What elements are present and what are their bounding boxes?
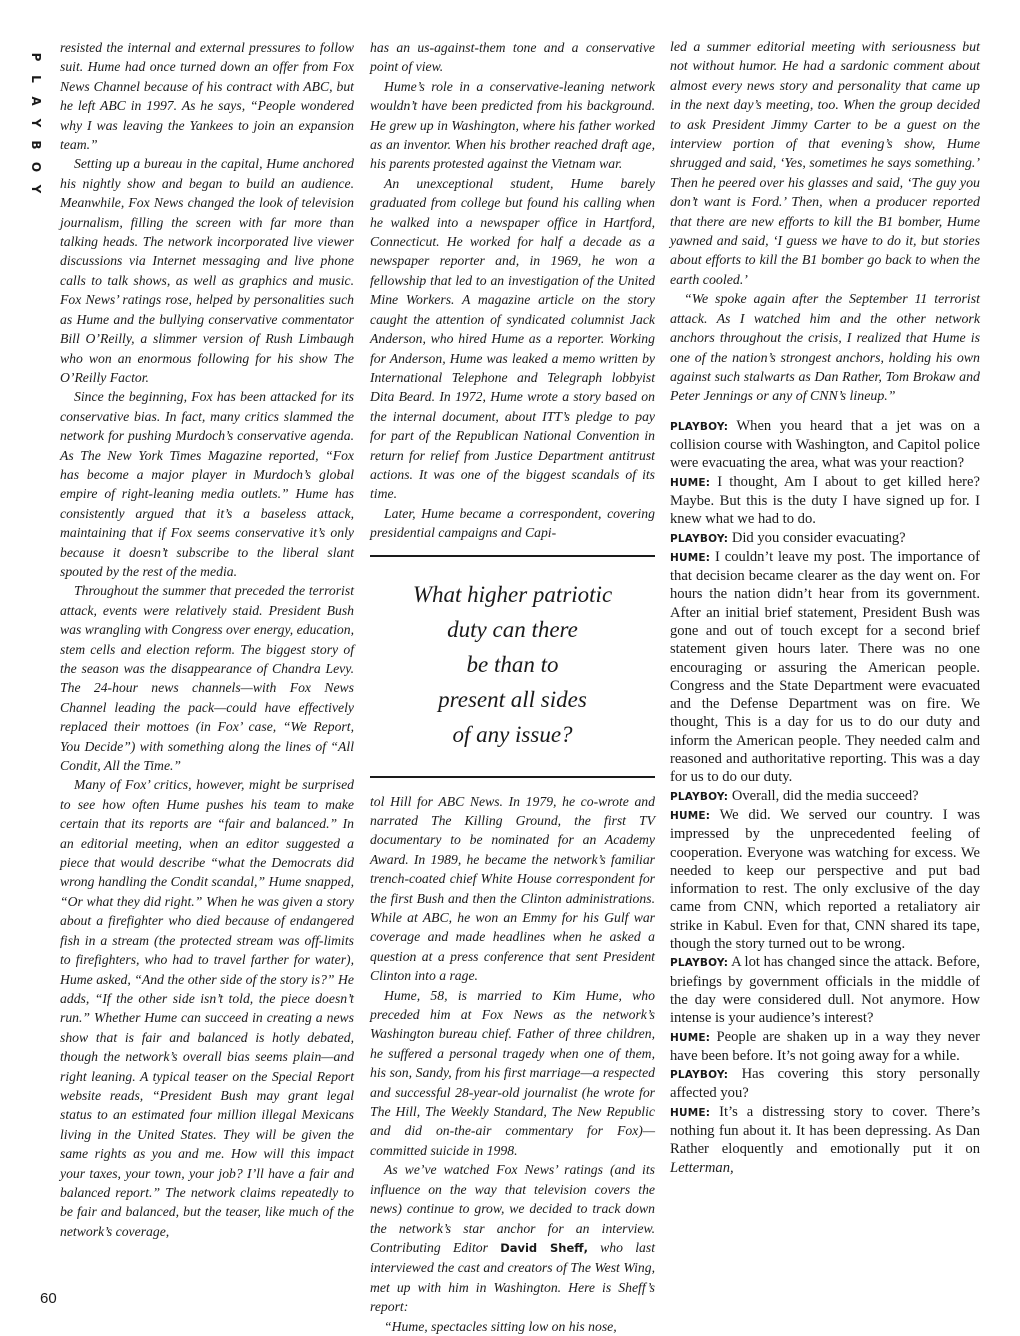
pull-quote-line: present all sides (438, 686, 587, 712)
interview-exchange (670, 1028, 980, 1066)
speaker-label: PLAYBOY: (670, 532, 729, 545)
interview-text: A lot has changed since the attack. Before, briefings by government officials in the middle of the day were considered dull. Not anymore. How intense is your audience’s interest? (670, 954, 980, 1027)
speaker-label: PLAYBOY: (670, 790, 729, 803)
pull-quote-line: of any issue? (452, 721, 573, 747)
byline-paragraph (370, 1160, 655, 1316)
interview-text: Did you consider evacuating? (731, 529, 906, 546)
playboy-vertical-masthead (26, 46, 46, 200)
byline-after: who last interviewed the cast and creators of The West Wing, met up with him in Washington. Here is Sheff’s report: (370, 1239, 655, 1315)
column-3 (670, 38, 980, 1177)
interview-exchange (670, 417, 980, 473)
byline-before: As we’ve watched Fox News’ ratings (and its influence on the way that television covers the news) continue to grow, we decided to track down the network’s star anchor for an interview. Contributing Editor (370, 1162, 655, 1255)
paragraph: Later, Hume became a correspondent, covering presidential campaigns and Capi- (370, 505, 655, 541)
interview-text: When you heard that a jet was on a collision course with Washington, and Capitol police were evacuating the area, what was your reaction? (670, 417, 981, 472)
interview-exchange (670, 953, 980, 1027)
paragraph: led a summer editorial meeting with seriousness but not without humor. He had a sardonic comment about almost every news story and personality that came up in the next day’s meeting, too. When the group decided to ask President Jimmy Carter to be a guest on the interview portion of that evening’s show, Hume shrugged and said, ‘Yes, sometimes he says something.’ Then he peered over his glasses and said, ‘The guy you don’t want is Ford.’ Then, when a producer reported that there are new efforts to kill the B1 bomber, Hume yawned and said, ‘I guess we have to do it, but stories about efforts to kill the B1 bomber go back to when the earth cooled.’ (670, 40, 980, 288)
pull-quote-line: What higher patriotic (412, 581, 613, 607)
speaker-label: HUME: (670, 1106, 711, 1119)
pull-quote-line: be than to (466, 651, 559, 677)
speaker-label: PLAYBOY: (670, 957, 729, 970)
paragraph: Hume, 58, is married to Kim Hume, who preceded him at Fox News as the network’s Washington bureau chief. Father of three children, he suffered a personal tragedy when one of them, his son, Sandy, from his first marriage—a respected and successful 28-year-old journalist (he wrote for The Hill, The Weekly Standard, The New Republic and did on-the-air commentary for Fox)—committed suicide in 1998. (370, 987, 655, 1158)
mast-letter: B (29, 140, 43, 150)
interview-text: Overall, did the media succeed? (731, 787, 919, 804)
mast-letter: Y (29, 118, 43, 128)
speaker-label: HUME: (670, 1031, 711, 1044)
interview-text: Has covering this story personally affected you? (670, 1066, 980, 1102)
interview-exchange (670, 548, 980, 787)
page-number: 60 (40, 1290, 57, 1307)
interview-exchange (670, 1103, 980, 1177)
interview-exchange (670, 1065, 980, 1103)
paragraph: Hume’s role in a conservative-leaning network wouldn’t have been predicted from his background. He grew up in Washington, where his father worked as an inventor. When his brother reached draft age, his parents protested against the Vietnam war. (370, 78, 655, 172)
speaker-label: PLAYBOY: (670, 1069, 729, 1082)
speaker-label: HUME: (670, 551, 711, 564)
pull-quote-line: duty can there (447, 616, 578, 642)
interview-text: I couldn’t leave my post. The importance of that decision became clearer as the day went on. For hours the nation didn’t hear from its government. After an initial brief statement, President Bush was gone and out of touch except for a second brief statement given hours later. There was no one encouraging or assuring the American people. Congress and the State Department were evacuated and the Defense Department was on fire. We thought, This is a day for us to do our duty and inform the American people. They needed calm and reasoned and authoritative reporting. This was a day for us to do our duty. (670, 548, 980, 786)
paragraph: tol Hill for ABC News. In 1979, he co-wrote and narrated The Killing Ground, the first TV documentary to be nominated for an Academy Award. In 1989, he became the network’s familiar trench-coated chief White House correspondent for the first Bush and then the Clinton administrations. While at ABC, he won an Emmy for his Gulf war coverage and made headlines when he asked a question at a press conference that sent President Clinton into a rage. (370, 793, 655, 984)
paragraph: Many of Fox’ critics, however, might be surprised to see how often Hume pushes his team to make certain that its reports are “fair and balanced.” In an editorial meeting, when an editor suggested a piece that would describe “what the Democrats did wrong handling the Condit scandal,” Hume snapped, “Or what they did right.” When he was given a story about a firefighter who died because of endangered fish in a stream (the protected stream was off-limits to firefighters, who had to travel farther for water), Hume asked, “And the other side of the story is?” He adds, “If the other side isn’t told, the piece doesn’t run.” Whether Hume can succeed in creating a news show that is fair and balanced is hotly debated, though the network’s overall bias seems plain—and right leaning. A typical teaser on the Special Report website reads, “President Bush may grant legal status to an estimated four million illegal Mexicans living in the United States. They will be given the same rights as you and me. How will this impact your taxes, your town, your job? I’ll have a fair and balanced report.” The network claims repeatedly to be fair and balanced, but the teaser, like much of the network’s coverage, (60, 777, 354, 1239)
paragraph: Setting up a bureau in the capital, Hume anchored his nightly show and began to build an audience. Meanwhile, Fox News changed the look of television journalism, filling the screen with far more than talking heads. The network incorporated live viewer discussions via Internet messaging and live phone calls to talk shows, as well as graphics and music. Fox News’ ratings rose, helped by personalities such as Hume and the bullying conservative commentator Bill O’Reilly, a slimmer version of Rush Limbaugh who won an enormous following for his show The O’Reilly Factor. (60, 156, 354, 385)
paragraph: Throughout the summer that preceded the terrorist attack, events were relatively staid. President Bush was wrangling with Congress over energy, education, stem cells and election reform. The biggest story of the season was the disappearance of Chandra Levy. The 24-hour news channels—with Fox News Channel leading the pack—could have effectively replaced their mottoes (in Fox’ case, “We Report, You Decide”) with something along the lines of “All Condit, All the Time.” (60, 583, 355, 774)
mast-letter: Y (29, 184, 43, 194)
paragraph: Since the beginning, Fox has been attacked for its conservative bias. In fact, many critics slammed the network for pushing Murdoch’s conservative agenda. As The New York Times Magazine reported, “Fox has become a major player in Murdoch’s global empire of right-leaning media outlets.” Hume has consistently argued that it’s a baseless attack, maintaining that if Fox seems conservative it’s only because it doesn’t subscribe to the liberal slant spouted by the rest of the media. (60, 389, 354, 579)
interview-text: It’s a distressing story to cover. There’s nothing fun about it. It has been depressing. As Dan Rather eloquently and emotionally put it on (670, 1103, 981, 1158)
mast-letter: A (29, 96, 43, 106)
paragraph: “We spoke again after the September 11 terrorist attack. As I watched him and the other network anchors throughout the crisis, I realized that Hume is one of the nation’s strongest anchors, holding his own against such stalwarts as Dan Rather, Tom Brokaw and Peter Jennings or any of CNN’s lineup.” (670, 292, 980, 405)
interview-exchange (670, 787, 980, 806)
interview-text: People are shaken up in a way they never have been before. It’s not going away for a while. (670, 1028, 980, 1064)
speaker-label: PLAYBOY: (670, 420, 729, 433)
paragraph: resisted the internal and external pressures to follow suit. Hume had once turned down an offer from Fox News Channel because of his contract with ABC, but he left ABC in 1997. As he says, “People wondered why I was leaving the Yankees to join an expansion team.” (60, 40, 354, 153)
interview-block (670, 417, 980, 1177)
mast-letter: L (29, 75, 43, 83)
interview-text: We did. We served our country. I was impressed by the unprecedented feeling of cooperation. Everyone was watching for excess. We needed to keep our perspective and put bad information to rest. The only exclusive of the day came from CNN, which reported a retaliatory air strike in Kabul. Even for that, CNN shared its tape, though the story turned out to be wrong. (670, 806, 980, 953)
paragraph: has an us-against-them tone and a conservative point of view. (370, 40, 655, 75)
pull-quote (370, 555, 655, 778)
show-title: Letterman, (670, 1159, 734, 1176)
interview-exchange (670, 473, 980, 529)
mast-letter: O (29, 161, 43, 173)
mast-letter: P (29, 52, 43, 62)
speaker-label: HUME: (670, 809, 711, 822)
paragraph: “Hume, spectacles sitting low on his nose, (384, 1318, 617, 1334)
column-1 (60, 38, 354, 1241)
paragraph: An unexceptional student, Hume barely graduated from college but found his calling when he walked into a newspaper office in Hartford, Connecticut. He worked for half a decade as a newspaper reporter and, in 1969, he won a fellowship that led to an investigation of the United Mine Workers. A magazine article on the story caught the attention of syndicated columnist Jack Anderson, who hired Hume as a reporter. Working for Anderson, Hume was leaked a memo written by International Telephone and Telegraph lobbyist Dita Beard. In 1972, Hume wrote a story based on the internal document, about ITT’s pledge to pay for part of the Republican National Convention in return for relief from Justice Department antitrust actions. It was one of the biggest scandals of its time. (370, 175, 655, 502)
interview-exchange (670, 529, 980, 548)
column-2 (370, 38, 655, 1336)
interview-exchange (670, 806, 980, 953)
byline-name: David Sheff, (500, 1240, 588, 1255)
intro-block (670, 38, 980, 407)
interview-text: I thought, Am I about to get killed here? Maybe. But this is the duty I have signed up for. I knew what we had to do. (670, 473, 980, 528)
speaker-label: HUME: (670, 476, 711, 489)
